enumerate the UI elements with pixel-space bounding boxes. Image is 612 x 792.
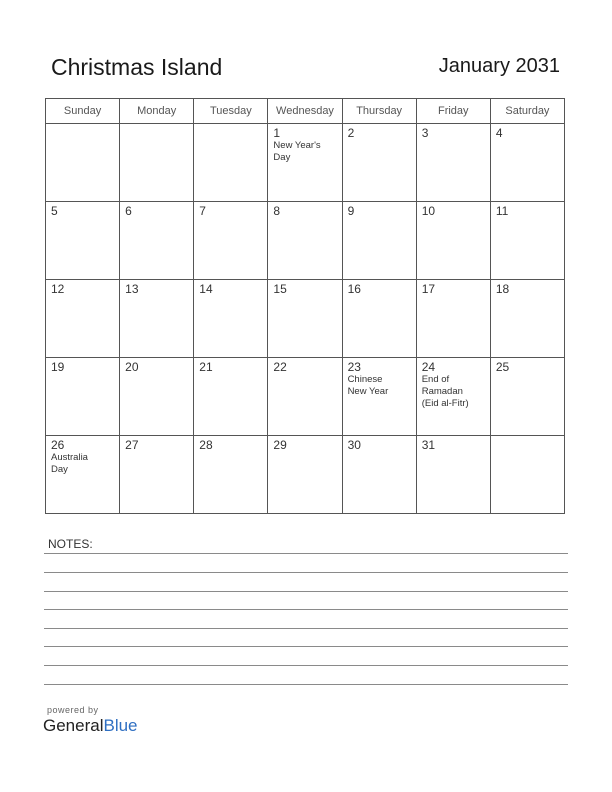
day-cell	[416, 202, 490, 280]
day-number: 4	[495, 126, 503, 140]
day-number: 2	[347, 126, 355, 140]
day-number: 31	[421, 438, 436, 452]
day-number: 20	[125, 360, 139, 374]
day-number: 16	[347, 282, 361, 296]
day-cell	[416, 124, 490, 202]
generalblue-logo	[43, 716, 138, 736]
day-number: 5	[51, 204, 58, 218]
week-row	[46, 124, 565, 202]
weekday-header-row	[46, 99, 565, 124]
note-line	[44, 553, 568, 554]
day-number: 8	[273, 204, 281, 218]
calendar-country-title: Christmas Island	[51, 54, 223, 80]
calendar-grid	[45, 98, 565, 514]
weekday-header: Sunday	[46, 99, 120, 124]
day-number: 7	[199, 204, 206, 218]
day-cell	[120, 280, 194, 358]
day-number: 24	[421, 360, 436, 374]
day-number: 25	[495, 360, 510, 374]
day-cell	[46, 124, 120, 202]
day-cell	[268, 436, 342, 514]
day-cell	[342, 436, 416, 514]
day-number: 1	[273, 126, 281, 140]
day-number: 28	[199, 438, 213, 452]
day-number: 29	[273, 438, 287, 452]
day-cell	[490, 280, 564, 358]
day-cell	[268, 124, 342, 202]
note-line	[44, 591, 568, 592]
day-number: 23	[347, 360, 361, 374]
day-cell	[342, 202, 416, 280]
brand-name-part2: Blue	[103, 716, 138, 735]
day-cell	[268, 280, 342, 358]
day-number: 12	[51, 282, 65, 296]
day-number: 14	[199, 282, 213, 296]
week-row	[46, 280, 565, 358]
day-number: 27	[125, 438, 139, 452]
weekday-header: Tuesday	[194, 99, 268, 124]
day-cell	[194, 202, 268, 280]
note-line	[44, 684, 568, 685]
day-cell	[416, 436, 490, 514]
day-number: 10	[421, 204, 436, 218]
holiday-label: Chinese New Year	[347, 374, 389, 397]
day-number: 18	[495, 282, 510, 296]
day-number: 15	[273, 282, 287, 296]
day-cell	[194, 358, 268, 436]
day-number: 3	[421, 126, 429, 140]
note-line	[44, 646, 568, 647]
day-number: 30	[347, 438, 361, 452]
note-line	[44, 628, 568, 629]
day-cell	[46, 358, 120, 436]
day-number: 21	[199, 360, 213, 374]
holiday-label: New Year's Day	[273, 140, 321, 163]
weekday-header: Monday	[120, 99, 194, 124]
day-number: 9	[347, 204, 355, 218]
calendar-month-title: January 2031	[438, 55, 560, 77]
day-cell	[46, 202, 120, 280]
day-cell	[490, 358, 564, 436]
day-number: 17	[421, 282, 436, 296]
day-number: 11	[495, 204, 509, 218]
week-row	[46, 436, 565, 514]
day-cell	[490, 436, 564, 514]
day-cell	[490, 202, 564, 280]
day-cell	[416, 280, 490, 358]
day-cell	[194, 124, 268, 202]
note-line	[44, 665, 568, 666]
weekday-header: Thursday	[342, 99, 416, 124]
day-number: 19	[51, 360, 65, 374]
week-row	[46, 202, 565, 280]
powered-by-text: powered by	[47, 705, 99, 715]
weekday-header: Friday	[416, 99, 490, 124]
day-cell	[342, 280, 416, 358]
day-cell	[46, 280, 120, 358]
day-cell	[120, 124, 194, 202]
day-number: 13	[125, 282, 139, 296]
note-line	[44, 572, 568, 573]
day-cell	[120, 202, 194, 280]
brand-name-part1: General	[43, 716, 104, 735]
day-cell	[342, 358, 416, 436]
holiday-label: End of Ramadan (Eid al-Fitr)	[421, 374, 469, 409]
holiday-label: Australia Day	[51, 452, 88, 475]
day-cell	[268, 202, 342, 280]
day-cell	[490, 124, 564, 202]
weekday-header: Wednesday	[268, 99, 342, 124]
day-cell	[342, 124, 416, 202]
day-cell	[194, 436, 268, 514]
day-cell	[120, 358, 194, 436]
day-cell	[268, 358, 342, 436]
day-number: 26	[51, 438, 65, 452]
notes-label: NOTES:	[48, 537, 93, 551]
day-cell	[46, 436, 120, 514]
week-row	[46, 358, 565, 436]
note-line	[44, 609, 568, 610]
day-number: 6	[125, 204, 132, 218]
weekday-header: Saturday	[490, 99, 564, 124]
day-cell	[120, 436, 194, 514]
day-number: 22	[273, 360, 287, 374]
day-cell	[194, 280, 268, 358]
day-cell	[416, 358, 490, 436]
